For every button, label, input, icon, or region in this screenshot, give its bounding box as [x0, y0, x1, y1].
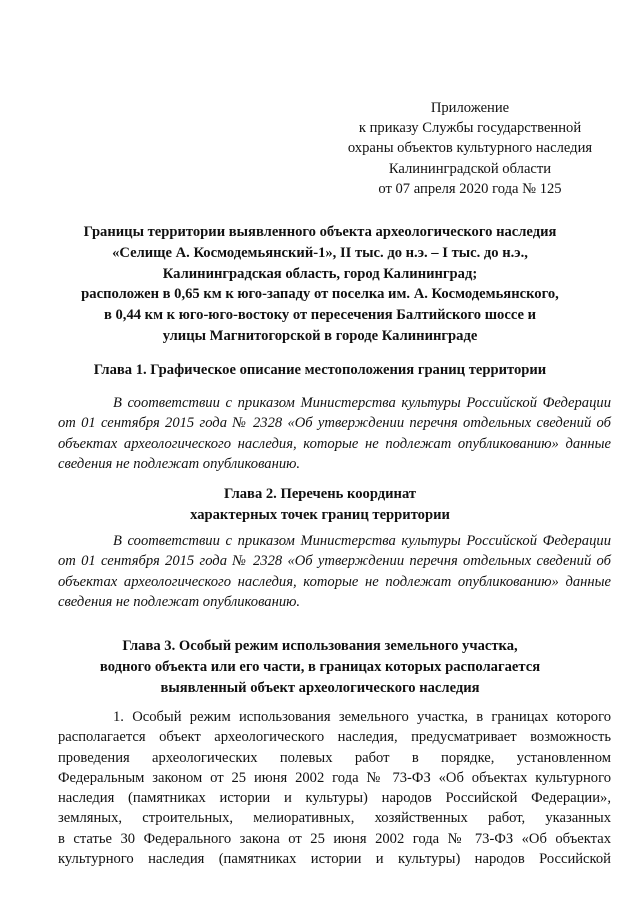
chapter2-text-line: В соответствии с приказом Министерства культуры Российской Федерации	[113, 533, 611, 549]
chapter3-text-line: располагается объект археологического наследия, предусматривает возможность	[58, 729, 611, 746]
appendix-line: Калининградской области	[388, 160, 552, 177]
chapter1-text-line: от 01 сентября 2015 года № 2328 «Об утверждении перечня отдельных сведений об	[58, 415, 611, 432]
chapter2-heading-line: характерных точек границ территории	[190, 506, 450, 523]
chapter2-heading	[60, 484, 580, 526]
chapter3-text-line: наследия (памятниках истории и культуры) народов Российской Федерации»,	[58, 790, 611, 807]
chapter1-text	[58, 393, 611, 474]
chapter3-text	[58, 707, 611, 869]
chapter3-heading-line: водного объекта или его части, в границах которых располагается	[99, 658, 541, 675]
chapter3-text-line: проведения археологических полевых работ в порядке, установленном	[58, 749, 611, 766]
title-line: Границы территории выявленного объекта археологического наследия	[83, 224, 557, 240]
chapter3-text-line: культурного наследия (памятниках истории и культуры) народов Российской	[58, 851, 611, 868]
chapter3-heading-line: выявленный объект археологического наследия	[160, 679, 480, 696]
chapter3-heading	[60, 636, 580, 698]
chapter2-text-line: объектах археологического наследия, которые не подлежат опубликованию» данные	[58, 573, 611, 590]
chapter1-heading-line: Глава 1. Графическое описание местоположения границ территории	[93, 362, 547, 378]
chapter2-text-line: сведения не подлежат опубликованию.	[58, 593, 301, 610]
title-line: улицы Магнитогорской в городе Калининграде	[162, 327, 478, 344]
document-title	[60, 222, 580, 347]
chapter2-text	[58, 531, 611, 612]
chapter3-text-line: Федеральным законом от 25 июня 2002 года № 73-ФЗ «Об объектах культурного	[58, 769, 611, 786]
appendix-line: Приложение	[430, 100, 510, 116]
chapter1-text-line: объектах археологического наследия, которые не подлежат опубликованию» данные	[58, 435, 611, 452]
chapter3-text-line: 1. Особый режим использования земельного участка, в границах которого	[113, 709, 611, 725]
appendix-block	[330, 98, 610, 199]
title-line: «Селище А. Космодемьянский-1», II тыс. до н.э. – I тыс. до н.э.,	[112, 244, 528, 261]
chapter1-text-line: сведения не подлежат опубликованию.	[58, 455, 301, 472]
chapter2-text-line: от 01 сентября 2015 года № 2328 «Об утверждении перечня отдельных сведений об	[58, 553, 611, 570]
appendix-line: к приказу Службы государственной	[358, 120, 582, 137]
appendix-line: охраны объектов культурного наследия	[347, 140, 593, 157]
chapter3-text-line: в статье 30 Федерального закона от 25 июня 2002 года № 73-ФЗ «Об объектах	[58, 830, 611, 847]
title-line: в 0,44 км к юго-юго-востоку от пересечения Балтийского шоссе и	[103, 307, 537, 324]
chapter3-heading-line: Глава 3. Особый режим использования земельного участка,	[122, 638, 518, 654]
chapter2-heading-line: Глава 2. Перечень координат	[223, 486, 417, 502]
title-line: расположен в 0,65 км к юго-западу от поселка им. А. Космодемьянского,	[81, 286, 559, 303]
chapter3-text-line: земляных, строительных, мелиоративных, хозяйственных работ, указанных	[58, 810, 611, 827]
appendix-line: от 07 апреля 2020 года № 125	[378, 180, 562, 197]
chapter1-text-line: В соответствии с приказом Министерства культуры Российской Федерации	[113, 395, 611, 411]
chapter1-heading	[60, 360, 580, 381]
title-line: Калининградская область, город Калининград;	[162, 265, 478, 282]
